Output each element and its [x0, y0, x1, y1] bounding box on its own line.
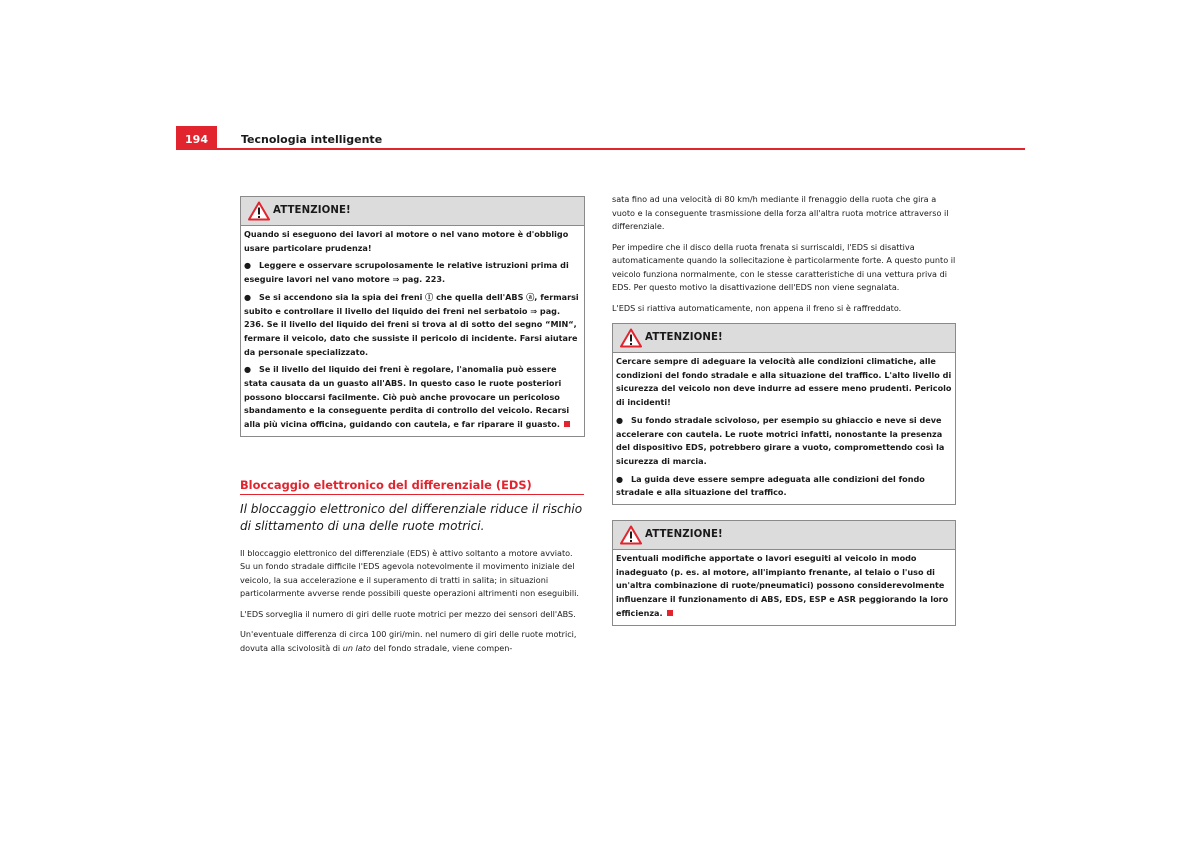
running-title: Tecnologia intelligente: [241, 133, 383, 146]
section-title: Bloccaggio elettronico del differenziale (EDS): [240, 478, 584, 495]
warning-text: [616, 552, 952, 621]
body-paragraph: sata fino ad una velocità di 80 km/h mediante il frenaggio della ruota che gira a vuoto e la conseguente trasmissione della forza all'altra ruota motrice attraverso il differenziale.: [612, 194, 949, 231]
warning-intro: Quando si eseguono dei lavori al motore o nel vano motore è d'obbligo usare particolare prudenza!: [244, 229, 569, 253]
body-emphasis: un lato: [342, 642, 371, 653]
section-lead: Il bloccaggio elettronico del differenziale riduce il rischio di slittamento di una delle ruote motrici.: [240, 501, 583, 534]
warning-header: [613, 324, 955, 353]
body-paragraph: Il bloccaggio elettronico del differenziale (EDS) è attivo soltanto a motore avviato. Su un fondo stradale difficile l'EDS agevola notevolmente il movimento iniziale del veicolo, la sua accelerazione e il superamento di tratti in salita; in situazioni particolarmente avverse rende possibili queste operazioni altrimenti non eseguibili.: [240, 547, 579, 599]
warning-text-content: Eventuali modifiche apportate o lavori eseguiti al veicolo in modo inadeguato (p. es. al motore, all'impianto frenante, al telaio o l'uso di un'altra combinazione di ruote/pneumatici) possono considerevolmente influenzare il funzionamento di ABS, EDS, ESP e ASR peggiorando la loro efficienza.: [616, 553, 949, 618]
body-paragraph: L'EDS si riattiva automaticamente, non appena il freno si è raffreddato.: [612, 302, 902, 313]
bullet-dot-icon: ●: [244, 260, 252, 271]
warning-bullet: [616, 473, 952, 500]
warning-title: ATTENZIONE!: [273, 205, 351, 216]
body-paragraph: [240, 628, 585, 655]
warning-body: [613, 353, 955, 504]
warning-bullet: [244, 259, 581, 286]
right-column: [612, 193, 956, 626]
warning-bullet-text: Su fondo stradale scivoloso, per esempio su ghiaccio e neve si deve accelerare con cautela. Le ruote motrici infatti, nonostante la presenza del dispositivo EDS, potrebbero girare a vuoto, compromettendo così la sicurezza di marcia.: [616, 414, 945, 466]
warning-box-speed: [612, 323, 956, 505]
body-text: Un'eventuale differenza di circa 100 giri/min. nel numero di giri delle ruote motrici, dovuta alla scivolosità di: [240, 629, 577, 653]
warning-header: [241, 197, 584, 226]
page-number: 194: [176, 126, 217, 150]
warning-bullet-text: Se si accendono sia la spia dei freni Ⓘ che quella dell'ABS ⓐ, fermarsi subito e controllare il livello del liquido dei freni nel serbatoio ⇒ pag. 236. Se il livello del liquido dei freni si trova al di sotto del segno “MIN“, fermare il veicolo, dato che sussiste il pericolo di incidente. Farsi aiutare da personale specializzato.: [244, 291, 579, 357]
body-text: del fondo stradale, viene compen-: [370, 642, 513, 653]
warning-triangle-icon: [620, 328, 642, 348]
warning-box-engine: [240, 196, 585, 437]
warning-intro: Cercare sempre di adeguare la velocità alle condizioni climatiche, alle condizioni del fondo stradale e alla situazione del traffico. L'alto livello di sicurezza del veicolo non deve indurre ad essere meno prudenti. Pericolo di incidenti!: [616, 356, 952, 408]
warning-box-modifications: [612, 520, 956, 626]
warning-body: [613, 550, 955, 625]
warning-bullet-text: Leggere e osservare scrupolosamente le relative istruzioni prima di eseguire lavori nel vano motore ⇒ pag. 223.: [244, 260, 569, 285]
header-rule: [217, 148, 1025, 150]
warning-bullet-text: Se il livello del liquido dei freni è regolare, l'anomalia può essere stata causata da un guasto all'ABS. In questo caso le ruote posteriori possono bloccarsi facilmente. Ciò può anche provocare un pericoloso sbandamento e la conseguente perdita di controllo del veicolo. Recarsi alla più vicina officina, guidando con cautela, e far riparare il guasto.: [244, 364, 570, 430]
warning-header: [613, 521, 955, 550]
left-column: [240, 196, 585, 662]
warning-bullet-text: La guida deve essere sempre adeguata alle condizioni del fondo stradale e alla situazione del traffico.: [616, 473, 925, 498]
warning-bullet: [244, 291, 581, 360]
end-of-section-icon: [564, 421, 570, 427]
bullet-dot-icon: ●: [244, 364, 252, 375]
warning-body: [241, 226, 584, 436]
warning-title: ATTENZIONE!: [645, 332, 723, 343]
warning-bullet: [244, 363, 581, 432]
bullet-dot-icon: ●: [616, 414, 624, 425]
warning-title: ATTENZIONE!: [645, 529, 723, 541]
bullet-dot-icon: ●: [244, 291, 252, 302]
body-paragraph: Per impedire che il disco della ruota frenata si surriscaldi, l'EDS si disattiva automaticamente quando la sollecitazione è particolarmente forte. A questo punto il veicolo funziona normalmente, con le stesse caratteristiche di una vettura priva di EDS. Per questo motivo la disattivazione dell'EDS non viene segnalata.: [612, 241, 956, 292]
warning-triangle-icon: [620, 525, 642, 545]
end-of-section-icon: [667, 610, 673, 616]
body-paragraph: L'EDS sorveglia il numero di giri delle ruote motrici per mezzo dei sensori dell'ABS.: [240, 608, 576, 619]
warning-triangle-icon: [248, 201, 270, 221]
warning-bullet: [616, 414, 952, 469]
bullet-dot-icon: ●: [616, 473, 624, 484]
